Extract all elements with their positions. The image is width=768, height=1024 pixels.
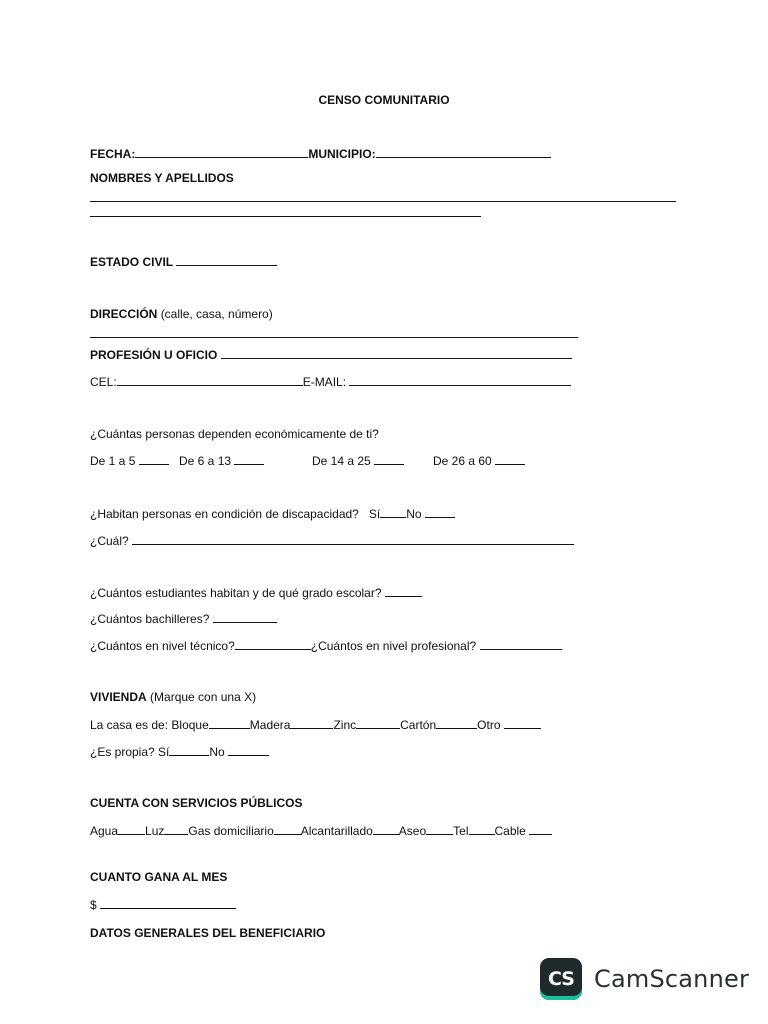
- estudiantes-question: ¿Cuántos estudiantes habitan y de qué grado escolar?: [90, 586, 382, 600]
- casa-carton-blank[interactable]: [436, 717, 477, 729]
- direccion-label: DIRECCIÓN: [90, 307, 158, 321]
- nombres-field-line-2[interactable]: [90, 216, 481, 217]
- dependen-blank-1[interactable]: [139, 453, 169, 465]
- casa-otro-blank[interactable]: [504, 717, 541, 729]
- gana-label: CUANTO GANA AL MES: [90, 870, 228, 884]
- cual-field[interactable]: [132, 533, 574, 545]
- discapacidad-si-label: Sí: [368, 507, 381, 521]
- direccion-field[interactable]: [90, 337, 578, 338]
- bachilleres-question: ¿Cuántos bachilleres?: [90, 612, 210, 626]
- casa-option-carton: Cartón: [400, 718, 437, 732]
- propia-si-label: Sí: [158, 745, 170, 759]
- currency-symbol: $: [90, 898, 97, 912]
- dependen-option-1: De 1 a 5: [90, 454, 136, 468]
- casa-madera-blank[interactable]: [290, 717, 333, 729]
- propia-no-label: No: [209, 745, 225, 759]
- casa-option-madera: Madera: [249, 718, 291, 732]
- email-label: E-MAIL:: [302, 375, 347, 389]
- servicio-aseo: Aseo: [398, 824, 427, 838]
- form-title: CENSO COMUNITARIO: [318, 93, 450, 107]
- servicios-label: CUENTA CON SERVICIOS PÚBLICOS: [90, 796, 303, 810]
- propia-row: [90, 744, 269, 759]
- cel-email-row: [90, 374, 571, 389]
- municipio-field[interactable]: [376, 146, 551, 158]
- casa-bloque-blank[interactable]: [209, 717, 250, 729]
- servicio-aseo-blank[interactable]: [426, 823, 453, 835]
- servicio-cable-blank[interactable]: [529, 823, 552, 835]
- casa-option-zinc: Zinc: [333, 718, 357, 732]
- vivienda-label: VIVIENDA: [90, 690, 147, 704]
- profesion-field[interactable]: [221, 347, 572, 359]
- casa-zinc-blank[interactable]: [356, 717, 400, 729]
- discapacidad-no-label: No: [406, 507, 422, 521]
- gana-field[interactable]: [100, 897, 236, 909]
- fecha-municipio-row: [90, 146, 551, 161]
- discapacidad-si-blank[interactable]: [380, 506, 406, 518]
- casa-label: La casa es de:: [90, 718, 169, 732]
- estado-civil-label: ESTADO CIVIL: [90, 255, 173, 269]
- propia-label: ¿Es propia?: [90, 745, 155, 759]
- servicio-tel-blank[interactable]: [469, 823, 495, 835]
- servicio-alcantarillado-blank[interactable]: [373, 823, 399, 835]
- profesional-field[interactable]: [480, 638, 562, 650]
- fecha-field[interactable]: [135, 146, 308, 158]
- servicio-cable: Cable: [494, 824, 526, 838]
- nombres-label: NOMBRES Y APELLIDOS: [90, 171, 234, 185]
- propia-si-blank[interactable]: [169, 744, 209, 756]
- vivienda-row: [90, 690, 256, 704]
- nombres-field-line-1[interactable]: [90, 201, 676, 202]
- dependen-blank-3[interactable]: [374, 453, 404, 465]
- casa-row: [90, 717, 541, 732]
- direccion-hint: (calle, casa, número): [160, 307, 273, 321]
- camscanner-brand-text: CamScanner: [594, 965, 750, 993]
- servicio-luz: Luz: [145, 824, 165, 838]
- servicio-luz-blank[interactable]: [164, 823, 188, 835]
- discapacidad-row: [90, 506, 455, 521]
- estado-civil-row: [90, 254, 277, 269]
- casa-option-otro: Otro: [477, 718, 501, 732]
- servicio-agua: Agua: [90, 824, 119, 838]
- profesion-row: [90, 347, 572, 362]
- gana-row: [90, 897, 236, 912]
- casa-option-bloque: Bloque: [171, 718, 209, 732]
- tecnico-question: ¿Cuántos en nivel técnico?: [90, 639, 235, 653]
- dependen-option-2: De 6 a 13: [179, 454, 232, 468]
- camscanner-logo-icon: CS: [540, 958, 582, 1000]
- direccion-row: [90, 307, 273, 321]
- cel-label: CEL:: [90, 375, 117, 389]
- dependen-option-3-group: [312, 453, 404, 468]
- servicio-agua-blank[interactable]: [118, 823, 145, 835]
- estudiantes-field[interactable]: [385, 585, 422, 597]
- servicio-alcantarillado: Alcantarillado: [300, 824, 373, 838]
- profesion-label: PROFESIÓN U OFICIO: [90, 348, 218, 362]
- dependen-option-2-group: [179, 453, 264, 468]
- servicios-row: [90, 823, 552, 838]
- servicio-gas-blank[interactable]: [274, 823, 301, 835]
- fecha-label: FECHA:: [90, 147, 136, 161]
- cel-field[interactable]: [117, 374, 303, 386]
- cual-label: ¿Cuál?: [90, 534, 129, 548]
- discapacidad-no-blank[interactable]: [425, 506, 455, 518]
- discapacidad-question: ¿Habitan personas en condición de discapacidad?: [90, 507, 359, 521]
- dependen-option-4: De 26 a 60: [433, 454, 492, 468]
- profesional-question: ¿Cuántos en nivel profesional?: [310, 639, 477, 653]
- bachilleres-row: [90, 611, 277, 626]
- vivienda-hint: (Marque con una X): [150, 690, 257, 704]
- dependen-blank-4[interactable]: [495, 453, 525, 465]
- estudiantes-row: [90, 585, 422, 600]
- cual-row: [90, 533, 574, 548]
- tecnico-field[interactable]: [235, 638, 311, 650]
- propia-no-blank[interactable]: [228, 744, 269, 756]
- dependen-option-4-group: [433, 453, 525, 468]
- camscanner-watermark: [540, 957, 749, 1001]
- tecnico-profesional-row: [90, 638, 562, 653]
- dependen-question: ¿Cuántas personas dependen económicamente de ti?: [90, 427, 379, 441]
- bachilleres-field[interactable]: [213, 611, 277, 623]
- dependen-options-row: [90, 453, 169, 468]
- dependen-option-3: De 14 a 25: [312, 454, 371, 468]
- dependen-blank-2[interactable]: [234, 453, 264, 465]
- municipio-label: MUNICIPIO:: [308, 147, 376, 161]
- estado-civil-field[interactable]: [176, 254, 277, 266]
- email-field[interactable]: [349, 374, 571, 386]
- datos-beneficiario-heading: DATOS GENERALES DEL BENEFICIARIO: [90, 926, 326, 940]
- servicio-tel: Tel: [453, 824, 469, 838]
- servicio-gas: Gas domiciliario: [188, 824, 274, 838]
